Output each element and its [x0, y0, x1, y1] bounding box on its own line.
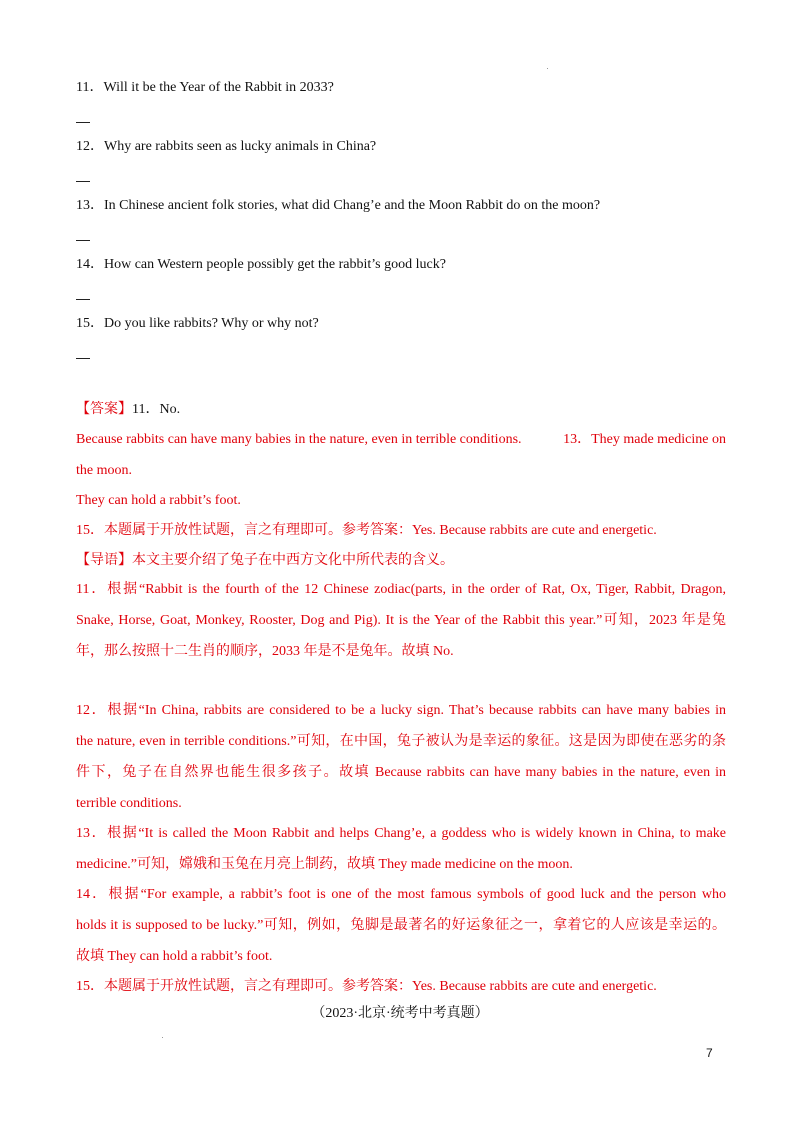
explanation-11-line1: 11．根据“Rabbit is the fourth of the 12 Chinese zodiac(parts, in the order of Rat, Ox, Tiger, Rabbit, Dragon, [76, 582, 726, 597]
page-number: 7 [706, 1046, 713, 1060]
explanation-12-line2: the nature, even in terrible conditions.”可知，在中国，兔子被认为是幸运的象征。这是因为即使在恶劣的条 [76, 734, 726, 749]
answer-15: 15．本题属于开放性试题，言之有理即可。参考答案：Yes. Because rabbits are cute and energetic. [76, 523, 657, 538]
explanation-12-line1: 12．根据“In China, rabbits are considered to be a lucky sign. That’s because rabbits can have many babies in [76, 703, 726, 718]
question-15: 15．Do you like rabbits? Why or why not? [76, 316, 319, 331]
answer-14: They can hold a rabbit’s foot. [76, 493, 241, 508]
answer-line-12-13 [76, 424, 726, 455]
answer-blank-14[interactable] [76, 299, 90, 300]
explanation-13-line2: medicine.”可知，嫦娥和玉兔在月亮上制药，故填 They made medicine on the moon. [76, 857, 573, 872]
answer-blank-12[interactable] [76, 181, 90, 182]
explanation-12-line3: 件下，兔子在自然界也能生很多孩子。故填 Because rabbits can have many babies in the nature, even in [76, 765, 726, 780]
answer-12: Because rabbits can have many babies in the nature, even in terrible conditions. [76, 432, 522, 447]
answer-blank-11[interactable] [76, 122, 90, 123]
scan-speck [547, 68, 548, 69]
answer-13-part2: the moon. [76, 463, 132, 478]
answer-blank-13[interactable] [76, 240, 90, 241]
explanation-11-line2: Snake, Horse, Goat, Monkey, Rooster, Dog and Pig). It is the Year of the Rabbit this year.”可知，2023 年是兔 [76, 613, 726, 628]
question-12: 12．Why are rabbits seen as lucky animals in China? [76, 139, 377, 154]
explanation-13-line1: 13．根据“It is called the Moon Rabbit and helps Chang’e, a goddess who is widely known in China, to make [76, 826, 726, 841]
question-14: 14．How can Western people possibly get the rabbit’s good luck? [76, 257, 446, 272]
answer-13-part1: 13．They made medicine on [563, 432, 726, 447]
explanation-15: 15．本题属于开放性试题，言之有理即可。参考答案：Yes. Because rabbits are cute and energetic. [76, 979, 657, 994]
answer-line-11 [76, 394, 726, 425]
guide-text: 【导语】本文主要介绍了兔子在中西方文化中所代表的含义。 [76, 553, 454, 568]
explanation-14-line3: 故填 They can hold a rabbit’s foot. [76, 949, 273, 964]
explanation-14-line2: holds it is supposed to be lucky.”可知，例如，兔脚是最著名的好运象征之一，拿着它的人应该是幸运的。 [76, 918, 726, 933]
explanation-11-line3: 年，那么按照十二生肖的顺序，2033 年是不是兔年。故填 No. [76, 644, 454, 659]
answer-label: 【答案】 [76, 402, 132, 417]
question-11: 11．Will it be the Year of the Rabbit in 2033? [76, 80, 334, 95]
explanation-12-line4: terrible conditions. [76, 796, 182, 811]
question-13: 13．In Chinese ancient folk stories, what did Chang’e and the Moon Rabbit do on the moon? [76, 198, 601, 213]
source-citation: （2023·北京·统考中考真题） [311, 1006, 489, 1021]
answer-11: 11．No. [132, 402, 181, 417]
scan-speck [162, 1037, 163, 1038]
answer-blank-15[interactable] [76, 358, 90, 359]
explanation-14-line1: 14．根据“For example, a rabbit’s foot is one of the most famous symbols of good luck and the person who [76, 887, 726, 902]
